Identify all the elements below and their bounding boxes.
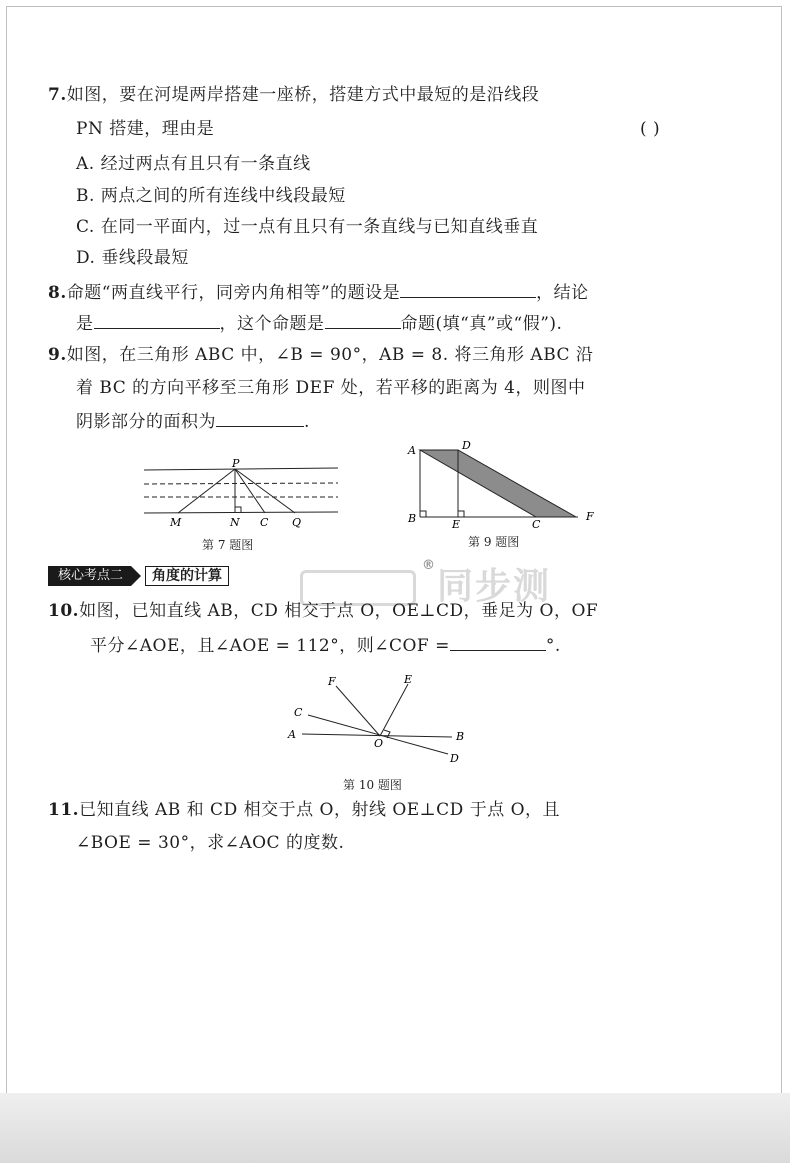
q10-text-2b: °.: [545, 636, 561, 656]
q10-text-2a: 平分∠AOE，且∠AOE = 112°，则∠COF =: [90, 636, 450, 656]
q7-text-2: PN 搭建，理由是: [76, 119, 215, 139]
fig9-label-f: F: [586, 510, 594, 523]
fig7-label-n: N: [230, 516, 240, 529]
q11-line1: [48, 799, 560, 821]
q10-line2: [90, 634, 561, 657]
fig7-label-c: C: [260, 516, 269, 529]
fig9-label-c: C: [532, 518, 541, 531]
figure-7-caption: 第 7 题图: [202, 538, 254, 552]
q8-text-2b: ，这个命题是: [219, 314, 325, 334]
q8-number: 8.: [48, 283, 67, 303]
fig10-label-c: C: [294, 706, 303, 719]
q11-text-1: 已知直线 AB 和 CD 相交于点 O，射线 OE⊥CD 于点 O，且: [79, 800, 561, 820]
q11-line2: ∠BOE = 30°，求∠AOC 的度数.: [76, 833, 345, 853]
q8-text-1b: ，结论: [536, 283, 589, 303]
figure-10: [280, 670, 480, 770]
section-title: 角度的计算: [145, 566, 229, 586]
q8-text-2a: 是: [76, 314, 94, 334]
watermark-reg: ®: [422, 558, 437, 573]
figure-10-caption: 第 10 题图: [343, 778, 402, 792]
fig10-label-o: O: [374, 737, 384, 750]
q10-line1: [48, 600, 598, 622]
fig9-label-b: B: [408, 512, 417, 525]
q8-blank-hypothesis[interactable]: [400, 281, 536, 298]
fig9-label-e: E: [452, 518, 461, 531]
figure-9: [404, 440, 604, 532]
q8-blank-truth[interactable]: [325, 312, 401, 329]
q9-text-3-end: .: [304, 412, 310, 432]
q10-blank-angle[interactable]: [450, 634, 546, 651]
fig7-label-p: P: [232, 458, 240, 470]
q9-text-1: 如图，在三角形 ABC 中，∠B = 90°，AB = 8. 将三角形 ABC 沿: [66, 345, 594, 365]
fig10-label-b: B: [456, 730, 465, 743]
fig9-label-d: D: [462, 440, 471, 452]
q7-option-b: B. 两点之间的所有连线中线段最短: [76, 186, 346, 206]
q7-option-c: C. 在同一平面内，过一点有且只有一条直线与已知直线垂直: [76, 217, 539, 237]
fig7-label-m: M: [170, 516, 182, 529]
q8-line2: [76, 312, 562, 335]
q8-line1: [48, 281, 589, 304]
fig7-label-q: Q: [292, 516, 302, 529]
q9-blank-area[interactable]: [216, 410, 304, 427]
fig10-label-e: E: [404, 673, 413, 686]
q10-text-1: 如图，已知直线 AB，CD 相交于点 O，OE⊥CD，垂足为 O，OF: [79, 601, 599, 621]
q7-number: 7.: [48, 85, 67, 105]
q9-line1: [48, 344, 593, 366]
fig10-label-f: F: [328, 675, 336, 688]
fig9-label-a: A: [408, 444, 416, 457]
q8-text-1a: 命题“两直线平行，同旁内角相等”的题设是: [66, 283, 401, 303]
q10-number: 10.: [48, 601, 80, 621]
q7-option-a: A. 经过两点有且只有一条直线: [76, 154, 311, 174]
q7-option-d: D. 垂线段最短: [76, 248, 189, 268]
q11-number: 11.: [48, 800, 80, 820]
bottom-scan-edge: [0, 1093, 790, 1163]
q8-text-2c: 命题(填“真”或“假”).: [400, 314, 563, 334]
q9-line3: [76, 410, 310, 433]
q9-line2: 着 BC 的方向平移至三角形 DEF 处，若平移的距离为 4，则图中: [76, 378, 586, 398]
fig10-label-a: A: [288, 728, 296, 741]
watermark-text: 同步测: [437, 566, 552, 607]
figure-9-caption: 第 9 题图: [468, 535, 520, 549]
section-tag: 核心考点二: [48, 566, 131, 586]
q8-blank-conclusion[interactable]: [94, 312, 220, 329]
q7-line1: [48, 84, 539, 106]
q7-answer-paren: ( ): [640, 119, 661, 139]
section-header: [48, 565, 229, 587]
q7-text-1: 如图，要在河堤两岸搭建一座桥，搭建方式中最短的是沿线段: [66, 85, 540, 105]
q9-number: 9.: [48, 345, 67, 365]
q9-text-3: 阴影部分的面积为: [76, 412, 216, 432]
fig10-label-d: D: [450, 752, 459, 765]
figure-7: [140, 458, 345, 532]
q7-line2: [76, 118, 214, 140]
